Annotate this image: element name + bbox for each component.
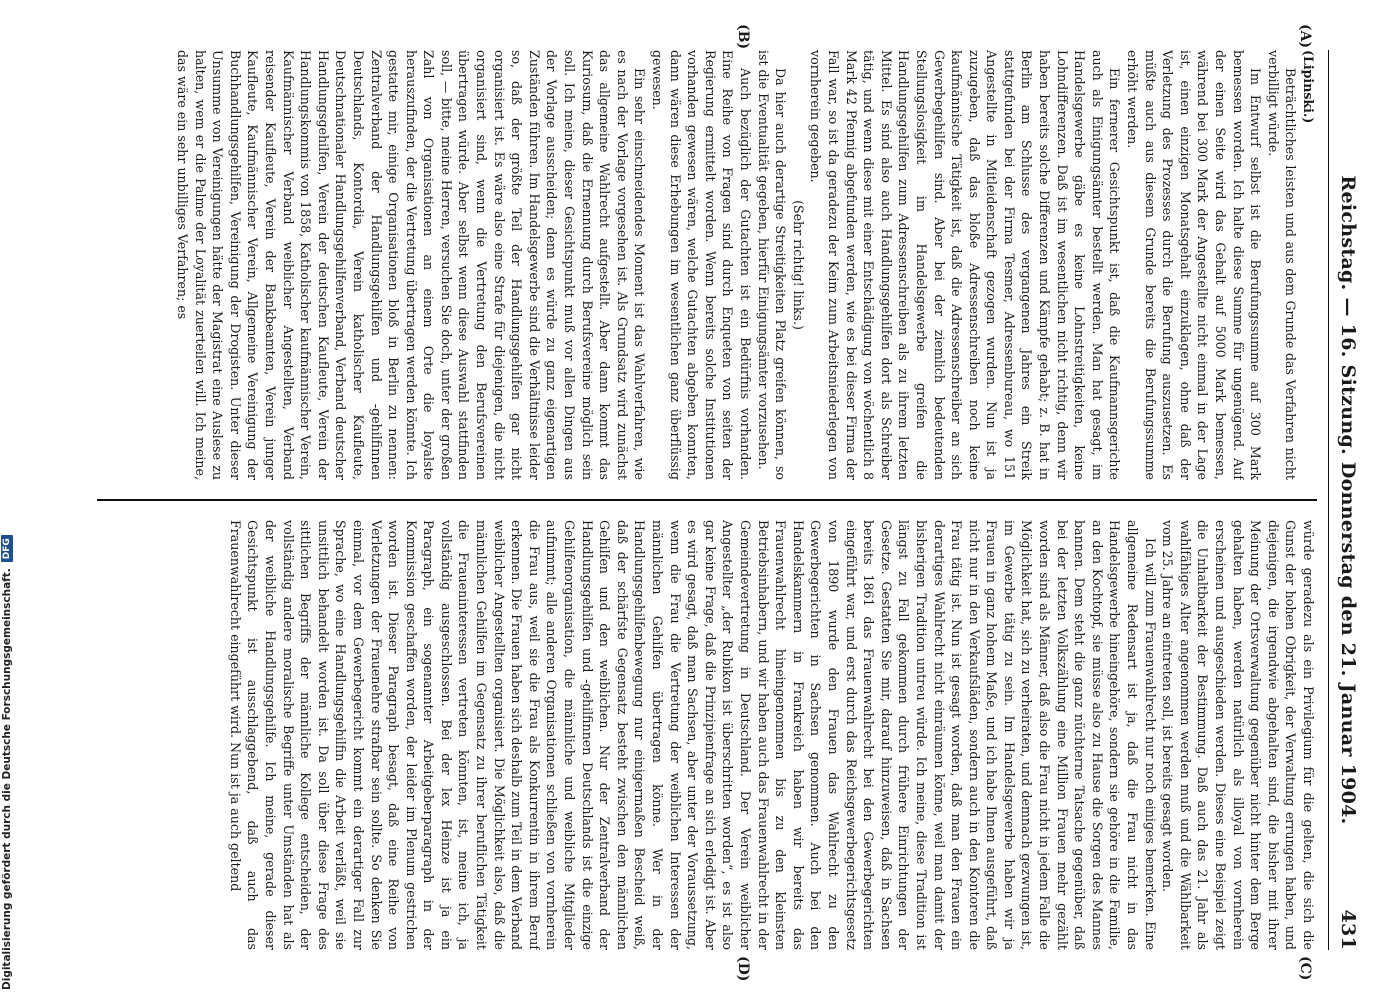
speaker-name: (Lipinski.) [1301, 50, 1316, 124]
dfg-logo: DFG [1, 535, 13, 562]
paragraph: Im Entwurf selbst ist die Berufungssumme auf 300 Mark bemessen worden. Ich halte diese Summe für ungenügend. Auf der einen Seite wird das Gehalt auf 5000 Mark bemessen, während bei 300 Mark der Angestellte nicht einmal in der Lage ist, einen einzigen Monatsgehalt einzuklagen, ohne daß der Verletzung des Prozesses durch die Berufung auszusetzen. Es müßte auch aus diesem Grunde bereits die Berufungssumme erhöht werden. [1125, 50, 1264, 480]
page-title: Reichstag. — 16. Sitzung. Donnerstag den 21. Januar 1904. [1337, 175, 1359, 825]
page-number: 431 [1337, 909, 1359, 950]
document-page [71, 20, 1371, 980]
margin-marker-d: (D) [735, 956, 751, 982]
margin-marker-a: (A) [1297, 24, 1313, 49]
right-column [97, 520, 1317, 950]
header-rule [1328, 50, 1329, 950]
paragraph: Beträchtliches leisten und aus dem Grunde das Verfahren nicht verbilligt würde. [1265, 50, 1299, 480]
paragraph: Da hier auch derartige Streitigkeiten Platz greifen können, so ist die Eventualität gegeben, hierfür Einigungsämter vorzusehen. [755, 50, 789, 480]
paragraph: Ich will zum Frauenwahlrecht nur noch einiges bemerken. Eine allgemeine Redensart ist ja, daß die Frau nicht in das Handelsgewerbe hineingehöre, sondern sie gehöre in die Familie, an den Kochtopf, sie müsse also zu Hause die Sorgen des Mannes bannen. Dem steht die ganz nüchterne Tatsache gegenüber, daß bei der letzten Volkszählung eine Million Frauen mehr gezählt worden sind als Männer, daß also die Frau nicht in jedem Falle die Möglichkeit hat, sich zu verheiraten, und demnach gezwungen ist, im Gewerbe tätig zu sein. Im Handelsgewerbe haben wir ja Frauen in ganz hohem Maße, und ich habe Ihnen ausgeführt, daß nicht nur in den Verkaufsläden, sondern auch in den Kontoren die Frau tätig ist. Nun ist gesagt worden, daß man den Frauen ein derartiges Wahlrecht nicht einräumen könne, weil man damit der bisherigen Tradition untreu würde. Ich meine, diese Tradition ist längst zu Fall gekommen durch frühere Einrichtungen der Gesetze. Gestatten Sie mir, darauf hinzuweisen, daß in Sachsen bereits 1861 das Frauenwahlrecht bei den Gewerbegerichten eingeführt war, und erst durch das Reichsgewerbegerichtsgesetz von 1890 wurde den Frauen das Wahlrecht zu den Gewerbegerichten in Sachsen genommen. Auch bei den Handelskammern in Frankreich haben wir bereits das Frauenwahlrecht hineingenommen bis zu den kleinsten Betriebsinhabern, und wir haben auch das Frauenwahlrecht in der Gemeindevertretung in Deutschland. Der Verein weiblicher Angestellter „der Rubikon ist überschritten worden“, es ist also gar keine Frage, daß die Prinzipienfrage an sich erledigt ist. Aber es wird gesagt, daß man Sachsen, aber unter der Voraussetzung, wenn die Frau die Vertretung der weiblichen Interessen der männlichen Gehilfen übertragen könne. Wer in der Handlungsgehilfenbewegung nur einigermaßen Bescheid weiß, daß der schärfste Gegensatz besteht zwischen den männlichen Gehilfen und den weiblichen. Nur der Zentralverband der Handlungsgehilfen und -gehilfinnen Deutschlands ist die einzige Gehilfenorganisation, die männliche und weibliche Mitglieder aufnimmt; alle anderen Organisationen schließen von vornherein die Frau aus, weil sie die Frau als Konkurrentin in ihrem Beruf erkennen. Die Frauen haben sich deshalb zum Teil in dem Verband weiblicher Angestellten organisiert. Die Möglichkeit also, daß die männlichen Gehilfen im Gegensatz zu ihrer beruflichen Tätigkeit die Fraueninteressen vertreten könnten, ist, meine ich, ja vollständig ausgeschlossen. Bei der lex Heinze ist ja ein Paragraph, ein sogenannter Arbeitgeberparagraph in der Kommission geschaffen worden, der leider im Plenum gestrichen worden ist. Dieser Paragraph besagt, daß eine Reihe von Verletzungen der Frauenehre strafbar sein sollte. So denken Sie einmal, vor dem Gewerbegericht kommt ein derartiger Fall zur Sprache, wo eine Handlungsgehilfin die Arbeit verläßt, weil sie unsittlich behandelt worden ist. Da soll über diese Frage des sittlichen Begriffs der männliche Kollege entscheiden, der vollständig andere moralische Begriffe unter Umständen hat als der weibliche Handlungsgehilfe. Ich meine, gerade dieser Gesichtspunkt ist ausschlaggebend, daß auch das Frauenwahlrecht eingeführt wird. Nun ist ja auch geltend [227, 520, 1158, 950]
digitization-note [0, 0, 14, 990]
footer-text: Digitalisierung gefördert durch die Deutsche Forschungsgemeinschaft. [1, 568, 13, 990]
paragraph: Ein fernerer Gesichtspunkt ist, daß die Kaufmannsgerichte auch als Einigungsämter bestellt werden. Man hat gesagt, im Handelsgewerbe gäbe es keine Lohnstreitigkeiten, keine Lohndifferenzen. Daß ist im wesentlichen nicht richtig, denn wir haben bereits solche Differenzen und Kämpfe gehabt; z. B. hat in Berlin am Schlusse des vergangenen Jahres ein Streik stattgefunden bei der Firma Tesmer, Adressenbureau, wo 151 Angestellte in Mitleidenschaft gezogen wurden. Nun ist ja zuzugeben, daß das bloße Adressenschreiben noch keine kaufmännische Tätigkeit ist, daß die Adressenschreiber an sich Gewerbegehilfen sind. Aber bei der ziemlich bedeutenden Stellungslosigkeit im Handelsgewerbe greifen die Handlungsgehilfen zum Adressenschreiben als zu ihrem letzten Mittel. Es sind also auch Handlungsgehilfen dort als Schreiber tätig, und wenn diese mit einer Entschädigung von wöchentlich 8 Mark 42 Pfennig abgefunden werden, wie es bei dieser Firma der Fall war, so ist da geradezu der Keim zum Arbeitsniederlegen von vornherein gegeben. [808, 50, 1123, 480]
margin-marker-c: (C) [1297, 956, 1313, 981]
paragraph: Auch bezüglich der Gutachten ist ein Bedürfnis vorhanden. Eine Reihe von Fragen sind durch Enqueten von seiten der Regierung ermittelt worden. Wenn bereits solche Institutionen vorhanden gewesen wären, welche Gutachten abgeben konnten, dann wären diese Erhebungen im wesentlichen ganz überflüssig gewesen. [650, 50, 753, 480]
page-header [1331, 50, 1365, 950]
paragraph: Ein sehr einschneidendes Moment ist das Wahlverfahren, wie es nach der Vorlage vorgesehen ist. Als Grundsatz wird zunächst das allgemeine Wahlrecht aufgestellt. Aber dann kommt das Kuriosum, daß die Ernennung durch Berufsvereine möglich sein soll. Ich meine, dieser Gesichtspunkt muß vor allen Dingen aus der Vorlage ausscheiden; denn es würde zu ganz eigenartigen Zuständen führen. Im Handelsgewerbe sind die Verhältnisse leider so, daß der größte Teil der Handlungsgehilfen gar nicht organisiert ist. Es wäre also eine Strafe für diejenigen, die nicht organisiert sind, wenn die Vertretung den Berufsvereinen übertragen würde. Aber selbst wenn diese Auswahl stattfinden soll, — bitte, meine Herren, versuchen Sie doch, unter der großen Zahl von Organisationen an einem Orte die loyalste herauszufinden, der die Vertretung übertragen werden könnte. Ich gestatte mir, einige Organisationen bloß in Berlin zu nennen: Zentralverband der Handlungsgehilfen und -gehilfinnen Deutschlands, Kontordia, Verein katholischer Kaufleute, Deutschnationaler Handlungsgehilfenverband, Verband deutscher Handlungsgehilfen, Verein der deutschen Kaufleute, Verein der Handlungskommis von 1858, Katholischer kaufmännischer Verein, Kaufmännischer Verband weiblicher Angestellten, Verband reisender Kaufleute, Verein der Bankbeamten, Verein junger Kaufleute, Kaufmännischer Verein, Allgemeine Vereinigung der Buchhandlungsgehilfen, Vereinigung der Drogisten. Unter dieser Unsumme von Vereinigungen hätte der Magistrat eine Auslese zu halten, wem er die Palme der Loyalität zuerteilen will. Ich meine, das wäre ein sehr unbilliges Verfahren; es [175, 50, 648, 480]
column-divider [97, 499, 1317, 501]
left-column [97, 50, 1317, 480]
paragraph: würde geradezu als ein Privilegium für die gelten, die sich die Gunst der hohen Obrigkeit, der Verwaltung errungen haben, und diejenigen, die irgendwie abgehalten sind, die bisher mit ihrer Meinung der Ortsverwaltung gegenüber nicht hinter dem Berge gehalten haben, werden natürlich als illoyal von vornherein erscheinen und ausgeschieden werden. Dieses eine Beispiel zeigt die Unhaltbarkeit der Bestimmung. Daß auch das 21. Jahr als wahlfähiges Alter angenommen werden muß und die Wählbarkeit vom 25. Jahre an eintreten soll, ist bereits gesagt worden. [1160, 520, 1316, 950]
margin-marker-b: (B) [735, 24, 751, 50]
speaker-line [1299, 50, 1317, 480]
interjection: (Sehr richtig! links.) [790, 200, 806, 330]
